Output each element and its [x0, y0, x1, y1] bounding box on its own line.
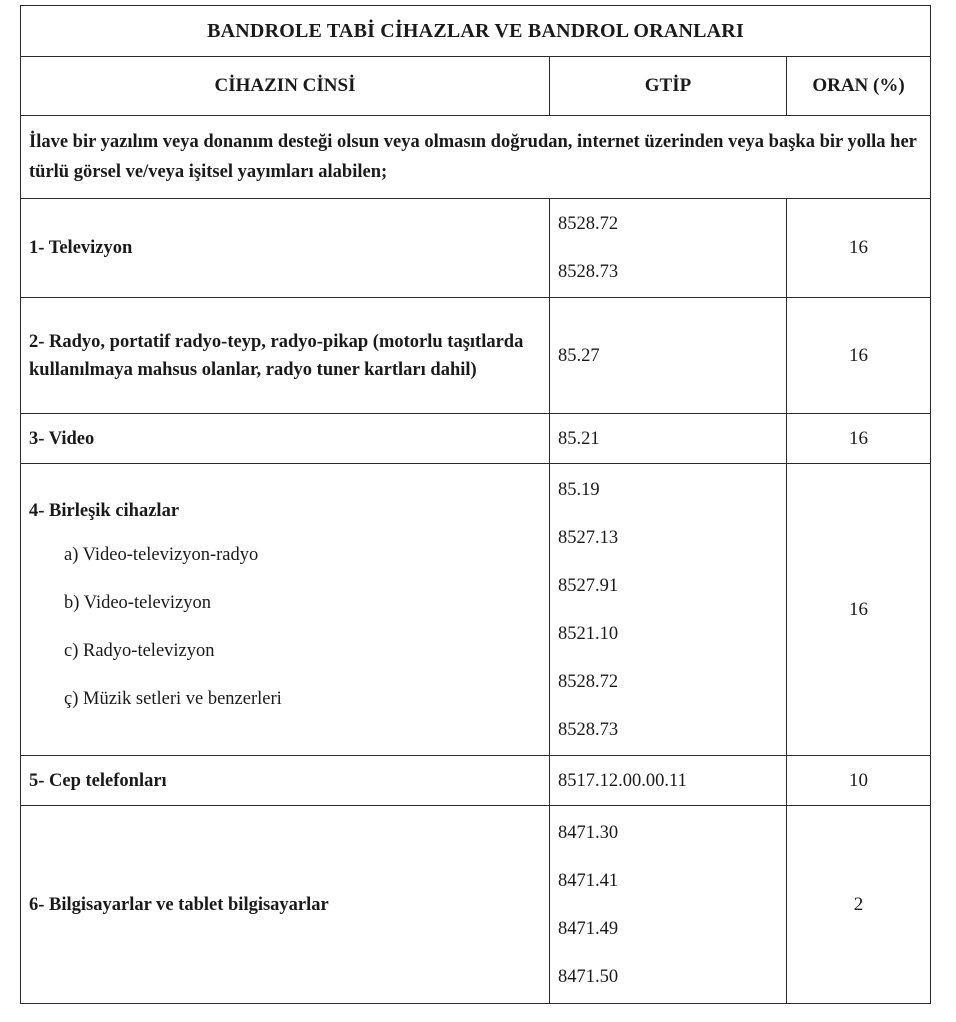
gtip-code: 8527.91 — [558, 575, 619, 596]
gtip-codes — [550, 464, 787, 756]
device-subitems — [29, 531, 541, 723]
table-row — [21, 756, 931, 806]
list-item: a) Video-televizyon-radyo — [64, 544, 259, 565]
list-item: c) Radyo-televizyon — [64, 640, 215, 661]
bandrol-rates-table — [20, 5, 931, 1004]
header-rate: ORAN (%) — [787, 57, 931, 116]
header-gtip: GTİP — [550, 57, 787, 116]
gtip-code: 8471.30 — [558, 822, 619, 843]
device-name: 5- Cep telefonları — [21, 756, 550, 806]
gtip-code: 8528.73 — [558, 262, 619, 282]
gtip-codes — [550, 199, 787, 298]
rate-value: 16 — [787, 464, 931, 756]
table-row — [21, 806, 931, 1004]
gtip-code: 8528.73 — [558, 719, 619, 740]
gtip-code: 85.21 — [558, 428, 600, 449]
list-item: ç) Müzik setleri ve benzerleri — [64, 688, 282, 709]
table-row — [21, 199, 931, 298]
rate-value: 16 — [787, 414, 931, 464]
device-name: 2- Radyo, portatif radyo-teyp, radyo-pikap (motorlu taşıtlarda kullanılmaya mahsus olanlar, radyo tuner kartları dahil) — [21, 298, 550, 414]
rate-value: 10 — [787, 756, 931, 806]
gtip-codes — [550, 414, 787, 464]
list-item: b) Video-televizyon — [64, 592, 212, 613]
header-row — [21, 57, 931, 116]
gtip-code: 8471.49 — [558, 918, 619, 939]
gtip-codes — [550, 298, 787, 414]
rate-value: 16 — [787, 298, 931, 414]
gtip-code: 8471.41 — [558, 870, 619, 891]
device-name: 1- Televizyon — [21, 199, 550, 298]
device-name: 4- Birleşik cihazlar — [29, 500, 180, 521]
gtip-code: 85.27 — [558, 345, 600, 366]
gtip-codes — [550, 756, 787, 806]
table-row — [21, 414, 931, 464]
header-device: CİHAZIN CİNSİ — [21, 57, 550, 116]
gtip-code: 8527.13 — [558, 527, 619, 548]
title-row — [21, 6, 931, 57]
gtip-code: 8471.50 — [558, 966, 619, 987]
rate-value: 2 — [787, 806, 931, 1004]
gtip-codes — [550, 806, 787, 1004]
gtip-code: 8521.10 — [558, 623, 619, 644]
intro-text: İlave bir yazılım veya donanım desteği olsun veya olmasın doğrudan, internet üzerinden veya başka bir yolla her türlü görsel ve/veya işitsel yayımları alabilen; — [21, 116, 931, 199]
gtip-code: 8517.12.00.00.11 — [558, 770, 687, 791]
gtip-code: 8528.72 — [558, 214, 619, 234]
table-row — [21, 464, 931, 756]
device-name: 6- Bilgisayarlar ve tablet bilgisayarlar — [21, 806, 550, 1004]
table-title: BANDROLE TABİ CİHAZLAR VE BANDROL ORANLARI — [21, 6, 931, 57]
intro-row — [21, 116, 931, 199]
gtip-code: 8528.72 — [558, 671, 619, 692]
rate-value: 16 — [787, 199, 931, 298]
device-name-group — [21, 464, 550, 756]
table-row — [21, 298, 931, 414]
device-name: 3- Video — [21, 414, 550, 464]
gtip-code: 85.19 — [558, 479, 600, 500]
